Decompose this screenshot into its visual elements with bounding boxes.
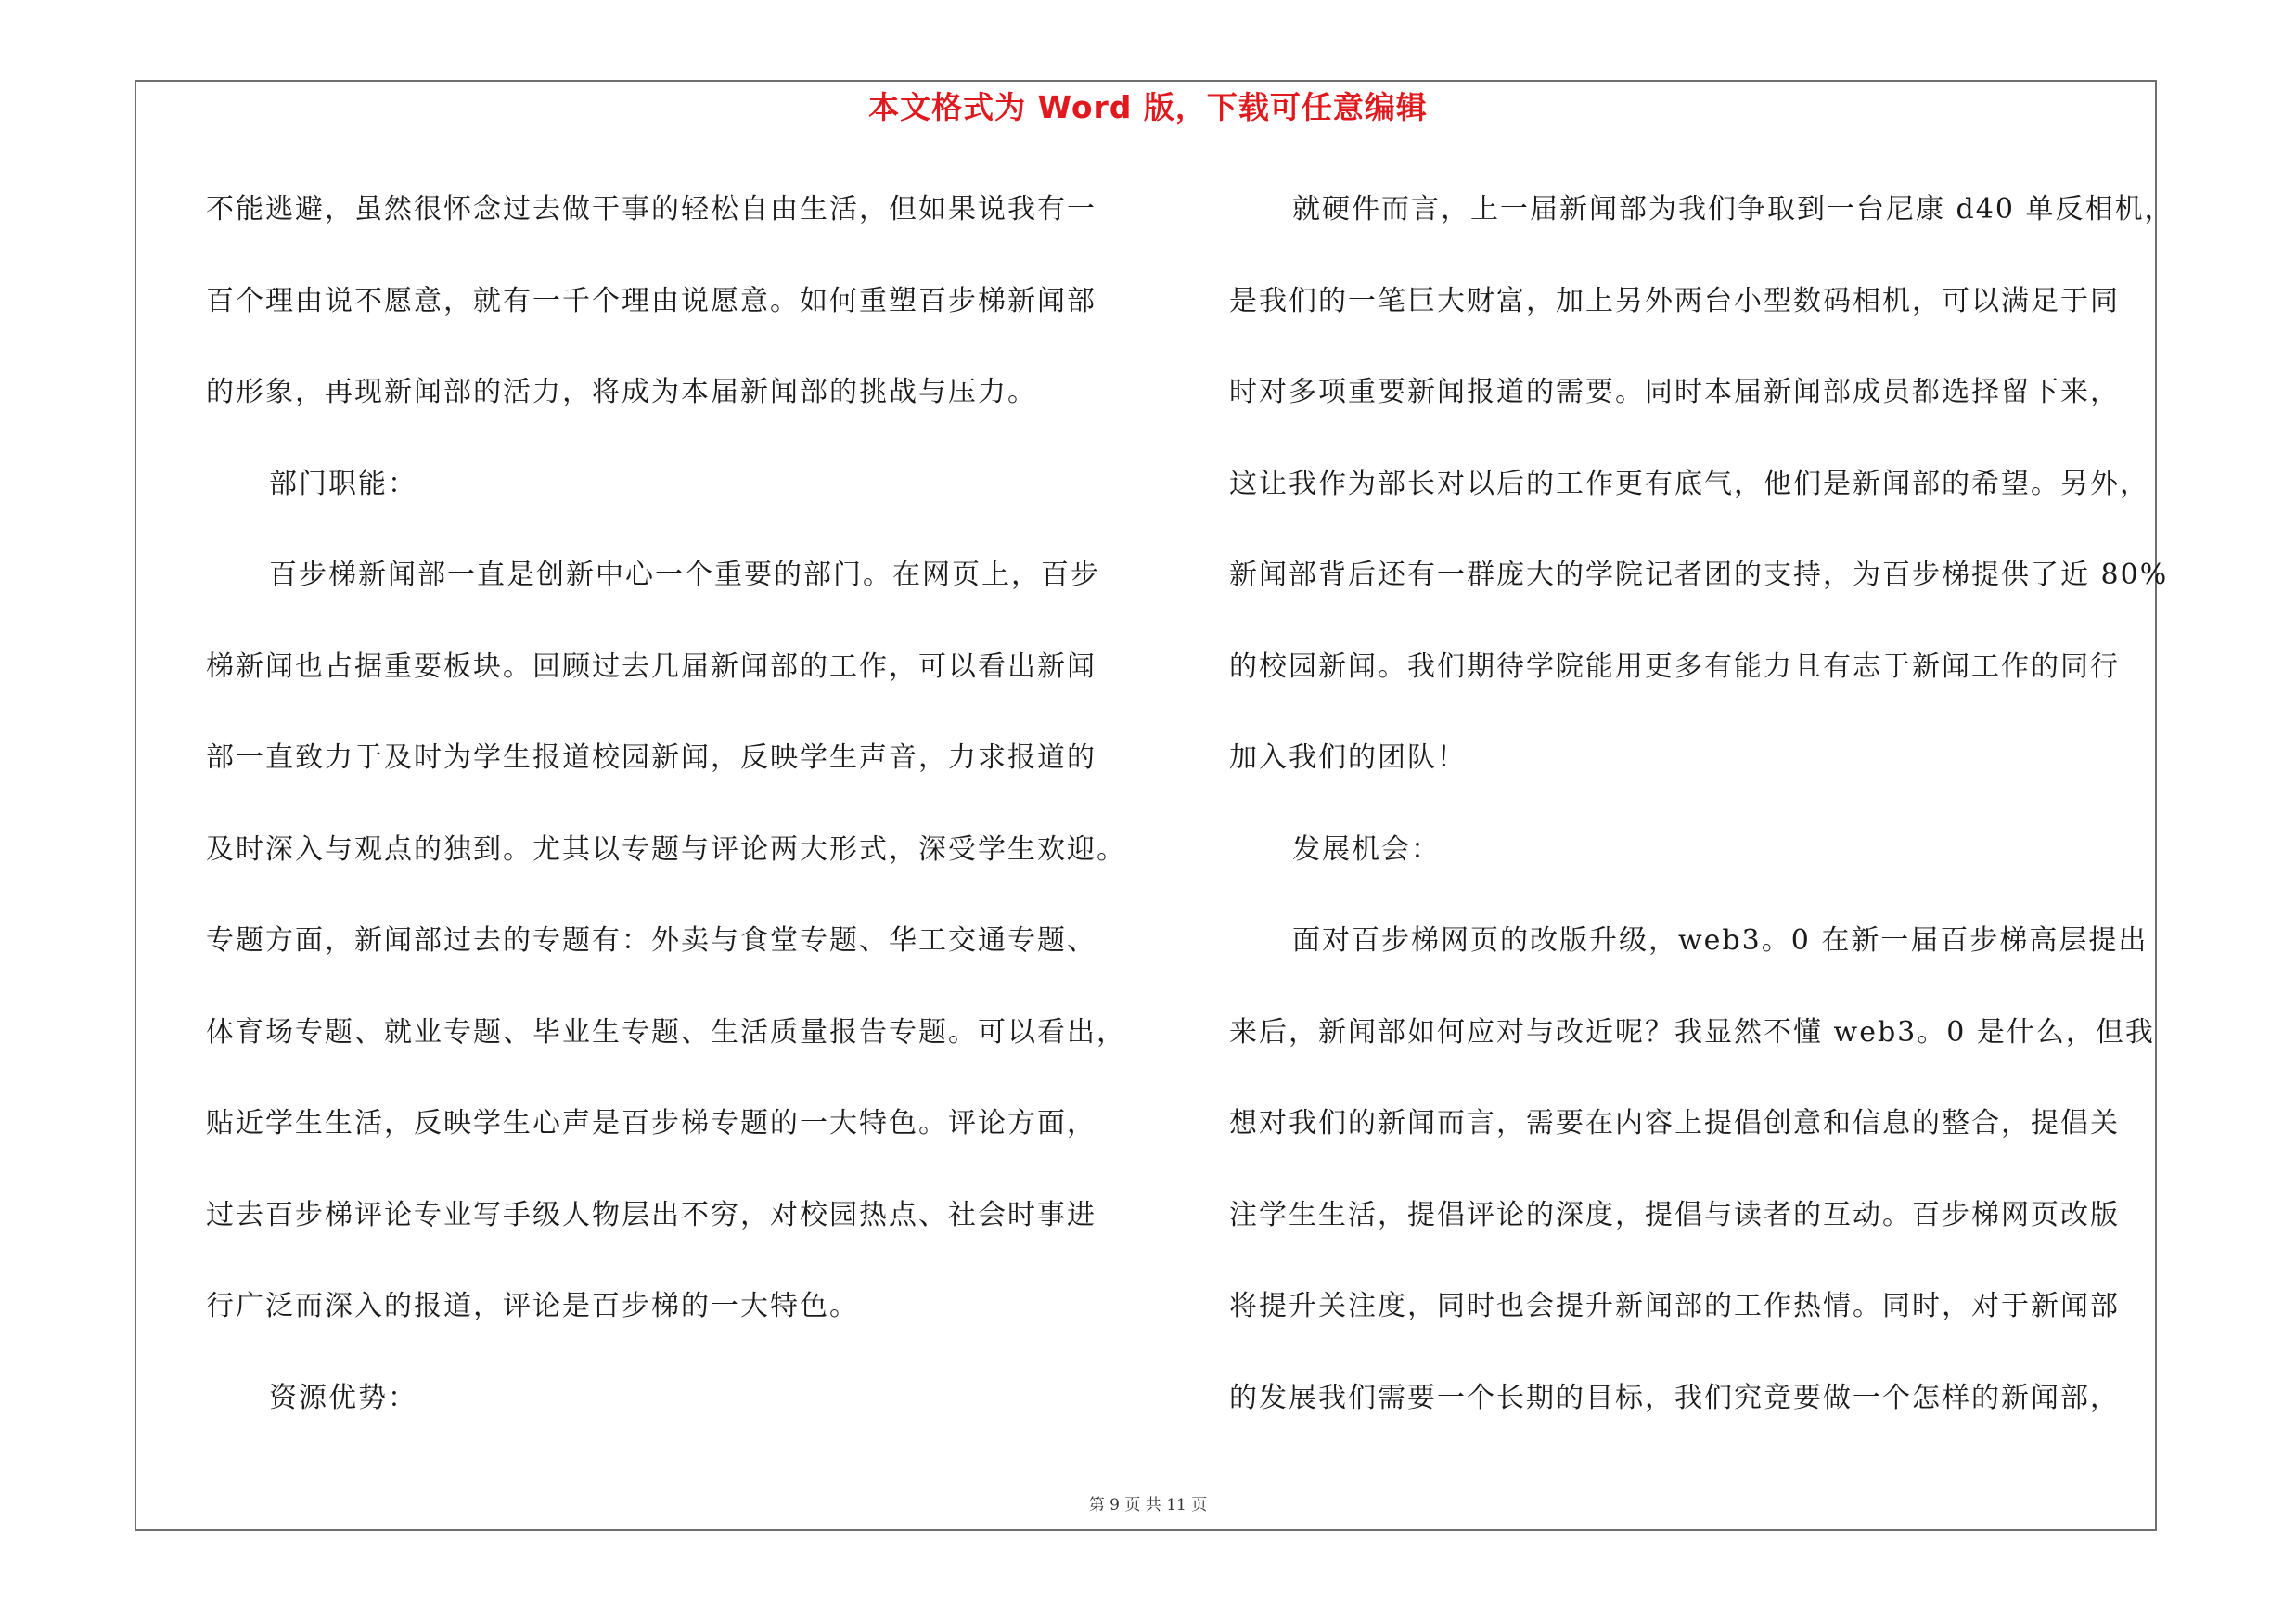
paragraph-line: 注学生生活，提倡评论的深度，提倡与读者的互动。百步梯网页改版	[1229, 1198, 2120, 1231]
paragraph-line: 贴近学生生活，反映学生心声是百步梯专题的一大特色。评论方面，	[206, 1107, 1097, 1140]
page-number: 第 9 页 共 11 页	[1088, 1496, 1208, 1514]
paragraph-line: 将提升关注度，同时也会提升新闻部的工作热情。同时，对于新闻部	[1229, 1290, 2120, 1322]
paragraph-line: 加入我们的团队！	[1229, 741, 1467, 774]
paragraph-line: 过去百步梯评论专业写手级人物层出不穷，对校园热点、社会时事进	[206, 1198, 1097, 1231]
paragraph-line: 面对百步梯网页的改版升级，web3。0 在新一届百步梯高层提出	[1292, 924, 2148, 957]
paragraph-line: 百个理由说不愿意，就有一千个理由说愿意。如何重塑百步梯新闻部	[206, 284, 1097, 317]
paragraph-line: 的校园新闻。我们期待学院能用更多有能力且有志于新闻工作的同行	[1229, 650, 2120, 683]
section-heading: 发展机会：	[1292, 832, 1441, 866]
section-heading: 资源优势：	[269, 1381, 417, 1414]
paragraph-line: 时对多项重要新闻报道的需要。同时本届新闻部成员都选择留下来，	[1229, 376, 2120, 408]
paragraph-line: 百步梯新闻部一直是创新中心一个重要的部门。在网页上，百步	[269, 559, 1100, 591]
paragraph-line: 新闻部背后还有一群庞大的学院记者团的支持，为百步梯提供了近 80%	[1229, 559, 2169, 591]
paragraph-line: 及时深入与观点的独到。尤其以专题与评论两大形式，深受学生欢迎。	[206, 832, 1126, 866]
paragraph-line: 专题方面，新闻部过去的专题有：外卖与食堂专题、华工交通专题、	[206, 924, 1097, 957]
paragraph-line: 就硬件而言，上一届新闻部为我们争取到一台尼康 d40 单反相机，	[1292, 193, 2174, 225]
paragraph-line: 来后，新闻部如何应对与改近呢？我显然不懂 web3。0 是什么，但我	[1229, 1015, 2155, 1049]
paragraph-line: 是我们的一笔巨大财富，加上另外两台小型数码相机，可以满足于同	[1229, 284, 2120, 317]
paragraph-line: 的发展我们需要一个长期的目标，我们究竟要做一个怎样的新闻部，	[1229, 1381, 2120, 1414]
left-column	[206, 182, 1143, 1462]
paragraph-line: 这让我作为部长对以后的工作更有底气，他们是新闻部的希望。另外，	[1229, 467, 2149, 500]
paragraph-line: 梯新闻也占据重要板块。回顾过去几届新闻部的工作，可以看出新闻	[206, 650, 1097, 683]
paragraph-line: 不能逃避，虽然很怀念过去做干事的轻松自由生活，但如果说我有一	[206, 193, 1097, 225]
paragraph-line: 的形象，再现新闻部的活力，将成为本届新闻部的挑战与压力。	[206, 376, 1037, 408]
header-banner: 本文格式为 Word 版，下载可任意编辑	[868, 89, 1428, 125]
section-heading: 部门职能：	[269, 467, 417, 500]
right-column	[1229, 182, 2174, 1462]
paragraph-line: 体育场专题、就业专题、毕业生专题、生活质量报告专题。可以看出，	[206, 1015, 1126, 1049]
paragraph-line: 想对我们的新闻而言，需要在内容上提倡创意和信息的整合，提倡关	[1229, 1107, 2120, 1140]
paragraph-line: 部一直致力于及时为学生报道校园新闻，反映学生声音，力求报道的	[206, 741, 1097, 774]
paragraph-line: 行广泛而深入的报道，评论是百步梯的一大特色。	[206, 1290, 859, 1322]
